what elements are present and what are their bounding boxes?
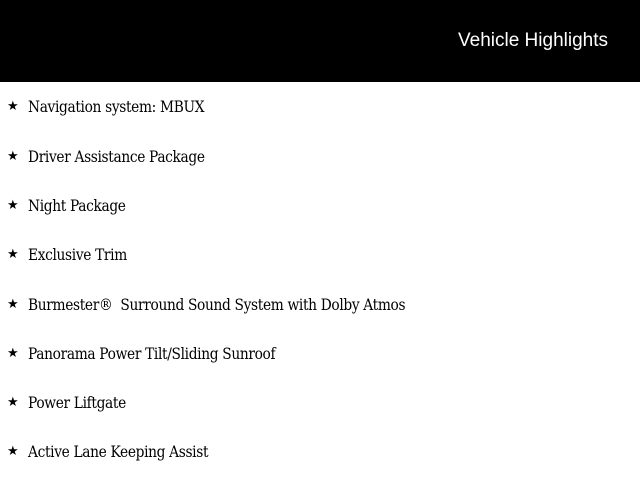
list-item [0,231,640,280]
star-icon: ★ [7,296,19,312]
star-icon: ★ [7,99,19,114]
highlight-label: Exclusive Trim [28,245,127,265]
star-icon: ★ [7,395,19,411]
list-item [0,181,640,230]
star-icon: ★ [7,148,19,164]
star-icon: ★ [7,197,19,213]
star-icon: ★ [7,444,19,460]
header-bar [0,0,640,82]
highlights-list [0,82,640,477]
list-item [0,132,640,181]
star-icon: ★ [7,247,19,263]
highlight-label: Driver Assistance Package [28,146,205,166]
page-title: Vehicle Highlights [458,30,608,51]
list-item [0,428,640,477]
highlight-label: Navigation system: MBUX [28,97,205,116]
highlight-label: Burmester® Surround Sound System with Dolby Atmos [28,294,406,314]
list-item [0,82,640,132]
highlight-label: Night Package [28,195,126,215]
list-item [0,280,640,329]
highlight-label: Power Liftgate [28,393,126,413]
highlight-label: Panorama Power Tilt/Sliding Sunroof [28,343,276,363]
list-item [0,329,640,378]
list-item [0,378,640,427]
star-icon: ★ [7,345,19,361]
highlight-label: Active Lane Keeping Assist [28,442,209,462]
